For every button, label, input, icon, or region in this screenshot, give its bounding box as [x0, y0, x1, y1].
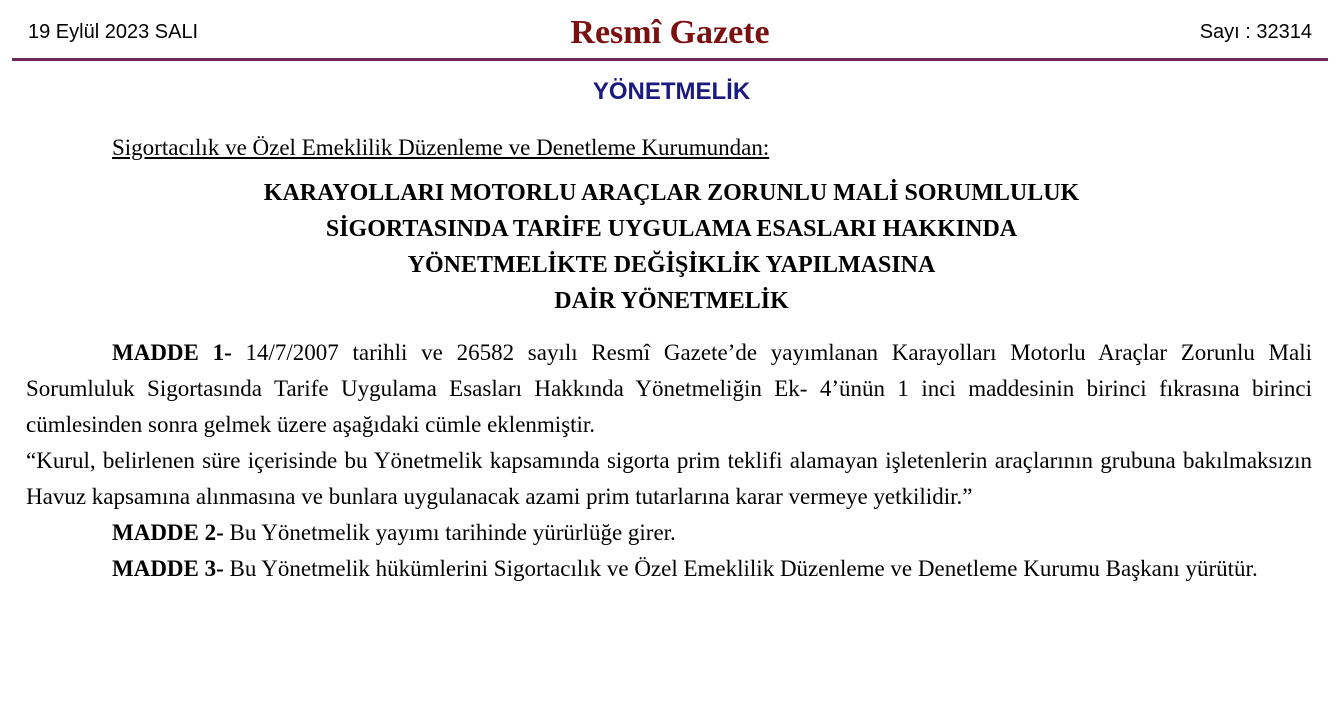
regulation-title — [0, 175, 1343, 319]
article-label: MADDE 3- — [112, 556, 224, 581]
article-1-quote: “Kurul, belirlenen süre içerisinde bu Yönetmelik kapsamında sigorta prim teklifi alamayan işletenlerin araçlarının grubuna bakılmaksızın Havuz kapsamına alınmasına ve bunlara uygulanacak azami prim tutarlarına karar vermeye yetkilidir.” — [26, 448, 1312, 509]
regulation-title-line: DAİR YÖNETMELİK — [554, 288, 789, 314]
regulation-title-line: SİGORTASINDA TARİFE UYGULAMA ESASLARI HAKKINDA — [325, 216, 1018, 242]
gazette-header — [12, 0, 1328, 61]
regulation-title-line: YÖNETMELİKTE DEĞİŞİKLİK YAPILMASINA — [407, 252, 936, 278]
article-1 — [26, 335, 1312, 443]
issuing-institution: Sigortacılık ve Özel Emeklilik Düzenleme ve Denetleme Kurumundan: — [112, 135, 770, 160]
article-3 — [26, 551, 1312, 587]
section-heading: YÖNETMELİK — [592, 78, 751, 105]
article-label: MADDE 1- — [112, 340, 232, 365]
article-label: MADDE 2- — [112, 520, 224, 545]
publication-date: 19 Eylül 2023 SALI — [28, 21, 199, 43]
regulation-body — [26, 335, 1312, 587]
regulation-title-line: KARAYOLLARI MOTORLU ARAÇLAR ZORUNLU MALİ SORUMLULUK — [263, 180, 1080, 206]
article-text: 14/7/2007 tarihli ve 26582 sayılı Resmî Gazete’de yayımlanan Karayolları Motorlu Araçlar Zorunlu Mali Sorumluluk Sigortasında Tarife Uygulama Esasları Hakkında Yönetmeliğin Ek- 4’ünün 1 inci maddesinin birinci fıkrasına birinci cümlesinden sonra gelmek üzere aşağıdaki cümle eklenmiştir. — [26, 340, 1312, 437]
article-text: Bu Yönetmelik yayımı tarihinde yürürlüğe girer. — [223, 520, 676, 545]
issue-number: Sayı : 32314 — [1199, 21, 1312, 43]
article-text: Bu Yönetmelik hükümlerini Sigortacılık ve Özel Emeklilik Düzenleme ve Denetleme Kurumu Başkanı yürütür. — [223, 556, 1258, 581]
gazette-title: Resmî Gazete — [570, 14, 770, 51]
article-2 — [26, 515, 1312, 551]
